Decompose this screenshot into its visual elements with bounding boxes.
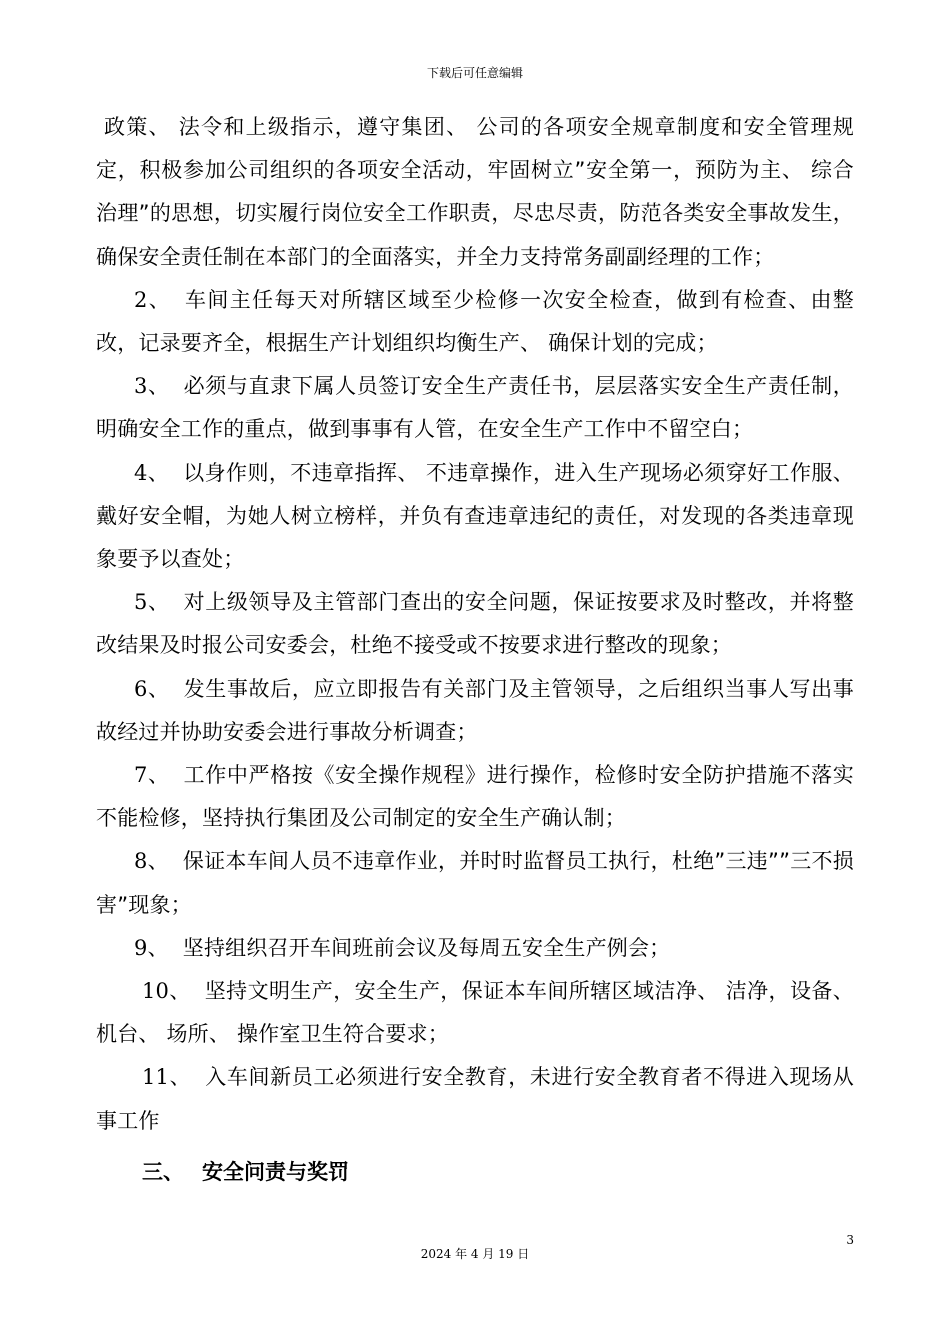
page-number: 3 xyxy=(846,1233,854,1247)
list-item-number: 2、 xyxy=(134,287,172,312)
list-item-number: 9、 xyxy=(134,935,169,960)
list-item-number: 4、 xyxy=(134,460,170,485)
list-item-6 xyxy=(96,668,854,754)
list-item-5 xyxy=(96,581,854,667)
list-item-number: 8、 xyxy=(134,849,169,874)
list-item-9 xyxy=(96,927,854,970)
list-item-text: 车间主任每天对所辖区域至少检修一次安全检查，做到有检查、由整改，记录要齐全，根据生产计划组织均衡生产、 确保计划的完成； xyxy=(96,287,855,356)
list-item-4 xyxy=(96,452,854,582)
list-item-2 xyxy=(96,279,854,365)
footer-date: 2024 年 4 月 19 日 xyxy=(420,1247,530,1261)
list-item-text: 必须与直隶下属人员签订安全生产责任书，层层落实安全生产责任制，明确安全工作的重点，做到事事有人管，在安全生产工作中不留空白； xyxy=(96,374,854,442)
list-item-text: 坚持文明生产，安全生产，保证本车间所辖区域洁净、 洁净，设备、 机台、 场所、 操作室卫生符合要求； xyxy=(96,979,854,1047)
document-body xyxy=(96,106,854,1194)
list-item-text: 保证本车间人员不违章作业，并时时监督员工执行，杜绝”三违””三不损害”现象； xyxy=(96,849,854,917)
list-item-text: 以身作则，不违章指挥、 不违章操作，进入生产现场必须穿好工作服、 戴好安全帽，为她人树立榜样，并负有查违章违纪的责任，对发现的各类违章现象要予以查处； xyxy=(96,460,854,572)
list-item-text: 入车间新员工必须进行安全教育，未进行安全教育者不得进入现场从事工作 xyxy=(96,1065,855,1133)
section-heading xyxy=(96,1151,854,1194)
page-header-note: 下载后可任意编辑 xyxy=(426,66,523,80)
list-item-8 xyxy=(96,840,854,926)
section-title: 安全问责与奖罚 xyxy=(202,1159,349,1184)
list-item-number: 6、 xyxy=(134,676,170,701)
list-item-number: 3、 xyxy=(134,374,170,399)
list-item-text: 坚持组织召开车间班前会议及每周五安全生产例会； xyxy=(182,935,671,960)
paragraph-text: 政策、 法令和上级指示，遵守集团、 公司的各项安全规章制度和安全管理规定，积极参加公司组织的各项安全活动，牢固树立”安全第一，预防为主、 综合治理”的思想，切实履行岗位安全工作职责，尽忠尽责，防范各类安全事故发生，确保安全责任制在本部门的全面落实，并全力支持常务副副经理的工作； xyxy=(96,115,854,269)
list-item-11 xyxy=(96,1056,854,1142)
paragraph-continued xyxy=(96,106,854,279)
section-number: 三、 xyxy=(142,1159,184,1184)
list-item-number: 5、 xyxy=(134,590,170,615)
list-item-7 xyxy=(96,754,854,840)
list-item-3 xyxy=(96,365,854,451)
list-item-number: 11、 xyxy=(142,1065,192,1090)
list-item-text: 工作中严格按《安全操作规程》进行操作，检修时安全防护措施不落实不能检修，坚持执行集团及公司制定的安全生产确认制； xyxy=(96,763,854,831)
list-item-number: 7、 xyxy=(134,763,170,788)
list-item-10 xyxy=(96,970,854,1056)
list-item-text: 对上级领导及主管部门查出的安全问题，保证按要求及时整改，并将整改结果及时报公司安委会，杜绝不接受或不按要求进行整改的现象； xyxy=(96,590,854,658)
list-item-text: 发生事故后，应立即报告有关部门及主管领导，之后组织当事人写出事故经过并协助安委会进行事故分析调查； xyxy=(96,676,854,744)
list-item-number: 10、 xyxy=(142,979,191,1004)
